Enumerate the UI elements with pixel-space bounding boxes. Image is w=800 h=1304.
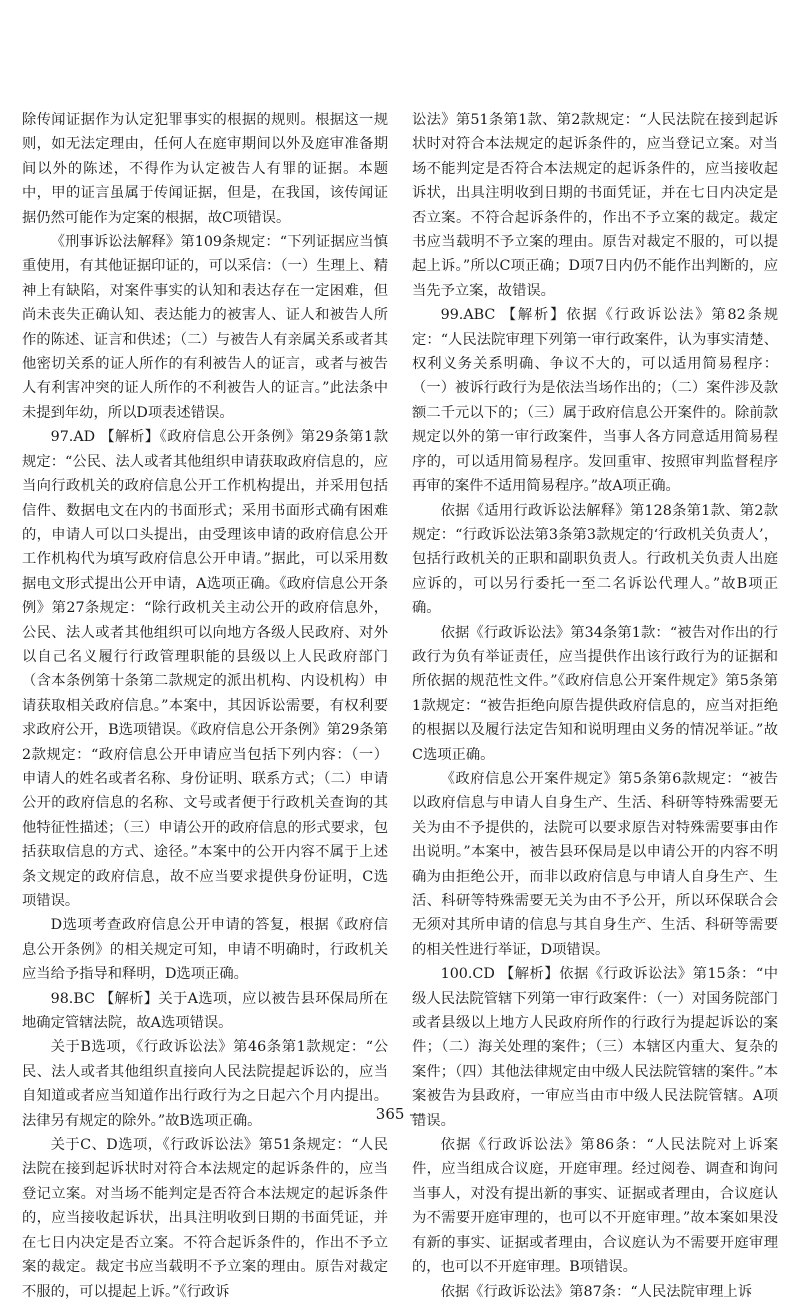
paragraph: 依据《适用行政诉讼法解释》第128条第1款、第2款规定：“行政诉讼法第3条第3款规定的‘行政机关负责人’，包括行政机关的正职和副职负责人。行政机关负责人出庭应诉的，可以另行委托一至二名诉讼代理人。”故B项正确。 (412, 502, 778, 617)
paragraph: 98.BC 【解析】关于A选项，应以被告县环保局所在地确定管辖法院，故A选项错误。 (22, 990, 388, 1032)
left-column (22, 108, 388, 1304)
paragraph: 关于C、D选项，《行政诉讼法》第51条规定：“人民法院在接到起诉状时对符合本法规定的起诉条件的，应当登记立案。对当场不能判定是否符合本法规定的起诉条件的，应当接收起诉状，出具注明收到日期的书面凭证，并在七日内决定是否立案。不符合起诉条件的，作出不予立案的裁定。裁定书应当载明不予立案的理由。原告对裁定不服的，可以提起上诉。”《行政诉 (22, 1137, 388, 1300)
paragraph: 《刑事诉讼法解释》第109条规定：“下列证据应当慎重使用，有其他证据印证的，可以采信：（一）生理上、精神上有缺陷，对案件事实的认知和表达存在一定困难，但尚未丧失正确认知、表达能力的被害人、证人和被告人所作的陈述、证言和供述；（二）与被告人有亲属关系或者其他密切关系的证人所作的有利被告人的证言，或者与被告人有利害冲突的证人所作的不利被告人的证言。”此法条中未提到年幼，所以D项表述错误。 (22, 234, 388, 421)
paragraph: 依据《行政诉讼法》第86条：“人民法院对上诉案件，应当组成合议庭，开庭审理。经过阅卷、调查和询问当事人，对没有提出新的事实、证据或者理由，合议庭认为不需要开庭审理的，也可以不开庭审理。”故本案如果没有新的事实、证据或者理由，合议庭认为不需要开庭审理的，也可以不开庭审理。B项错误。 (412, 1137, 778, 1276)
paragraph: 除传闻证据作为认定犯罪事实的根据的规则。根据这一规则，如无法定理由，任何人在庭审期间以外及庭审准备期间以外的陈述，不得作为认定被告人有罪的证据。本题中，甲的证言虽属于传闻证据，但是，在我国，该传闻证据仍然可能作为定案的根据，故C项错误。 (22, 112, 388, 226)
paragraph: 关于B选项，《行政诉讼法》第46条第1款规定：“公民、法人或者其他组织直接向人民法院提起诉讼的，应当自知道或者应当知道作出行政行为之日起六个月内提出。法律另有规定的除外。”故B选项正确。 (22, 1039, 388, 1129)
paragraph: 讼法》第51条第1款、第2款规定：“人民法院在接到起诉状时对符合本法规定的起诉条件的，应当登记立案。对当场不能判定是否符合本法规定的起诉条件的，应当接收起诉状，出具注明收到日期的书面凭证，并在七日内决定是否立案。不符合起诉条件的，作出不予立案的裁定。裁定书应当载明不予立案的理由。原告对裁定不服的，可以提起上诉。”所以C项正确；D项7日内仍不能作出判断的，应当先予立案，故错误。 (412, 112, 778, 299)
paragraph: 依据《行政诉讼法》第87条：“人民法院审理上诉 (440, 1283, 753, 1300)
paragraph: D选项考查政府信息公开申请的答复，根据《政府信息公开条例》的相关规定可知，申请不明确时，行政机关应当给予指导和释明，D选项正确。 (22, 917, 388, 983)
paragraph: 《政府信息公开案件规定》第5条第6款规定：“被告以政府信息与申请人自身生产、生活、科研等特殊需要无关为由不予提供的，法院可以要求原告对特殊需要事由作出说明。”本案中，被告县环保局是以申请公开的内容不明确为由拒绝公开，而非以政府信息与申请人自身生产、生活、科研等特殊需要无关为由不予公开，所以环保联合会无须对其所申请的信息与其自身生产、生活、科研等需要的相关性进行举证，D项错误。 (412, 770, 778, 958)
paragraph: 99.ABC 【解析】依据《行政诉讼法》第82条规定：“人民法院审理下列第一审行政案件，认为事实清楚、权利义务关系明确、争议不大的，可以适用简易程序：（一）被诉行政行为是依法当场作出的；（二）案件涉及款额二千元以下的；（三）属于政府信息公开案件的。除前款规定以外的第一审行政案件，当事人各方同意适用简易程序的，可以适用简易程序。发回重审、按照审判监督程序再审的案件不适用简易程序。”故A项正确。 (412, 307, 778, 495)
paragraph: 依据《行政诉讼法》第34条第1款：“被告对作出的行政行为负有举证责任，应当提供作出该行政行为的证据和所依据的规范性文件。”《政府信息公开案件规定》第5条第1款规定：“被告拒绝向原告提供政府信息的，应当对拒绝的根据以及履行法定告知和说明理由义务的情况举证。”故C选项正确。 (412, 624, 778, 763)
page-number: 365 — (375, 1105, 425, 1123)
paragraph: 97.AD 【解析】《政府信息公开条例》第29条第1款规定：“公民、法人或者其他组织申请获取政府信息的，应当向行政机关的政府信息公开工作机构提出，并采用包括信件、数据电文在内的书面形式；采用书面形式确有困难的，申请人可以口头提出，由受理该申请的政府信息公开工作机构代为填写政府信息公开申请。”据此，可以采用数据电文形式提出公开申请，A选项正确。《政府信息公开条例》第27条规定：“除行政机关主动公开的政府信息外，公民、法人或者其他组织可以向地方各级人民政府、对外以自己名义履行行政管理职能的县级以上人民政府部门（含本条例第十条第二款规定的派出机构、内设机构）申请获取相关政府信息。”本案中，其因诉讼需要，有权利要求政府公开，B选项错误。《政府信息公开条例》第29条第2款规定：“政府信息公开申请应当包括下列内容：（一）申请人的姓名或者名称、身份证明、联系方式；（二）申请公开的政府信息的名称、文号或者便于行政机关查询的其他特征性描述；（三）申请公开的政府信息的形式要求，包括获取信息的方式、途径。”本案中的公开内容不属于上述条文规定的政府信息，故不应当要求提供身份证明，C选项错误。 (22, 429, 388, 909)
paragraph: 100.CD 【解析】依据《行政诉讼法》第15条：“中级人民法院管辖下列第一审行政案件：（一）对国务院部门或者县级以上地方人民政府所作的行政行为提起诉讼的案件；（二）海关处理的案件；（三）本辖区内重大、复杂的案件；（四）其他法律规定由中级人民法院管辖的案件。”本案被告为县政府，一审应当由市中级人民法院管辖。A项错误。 (412, 966, 778, 1129)
right-column (412, 108, 778, 1304)
